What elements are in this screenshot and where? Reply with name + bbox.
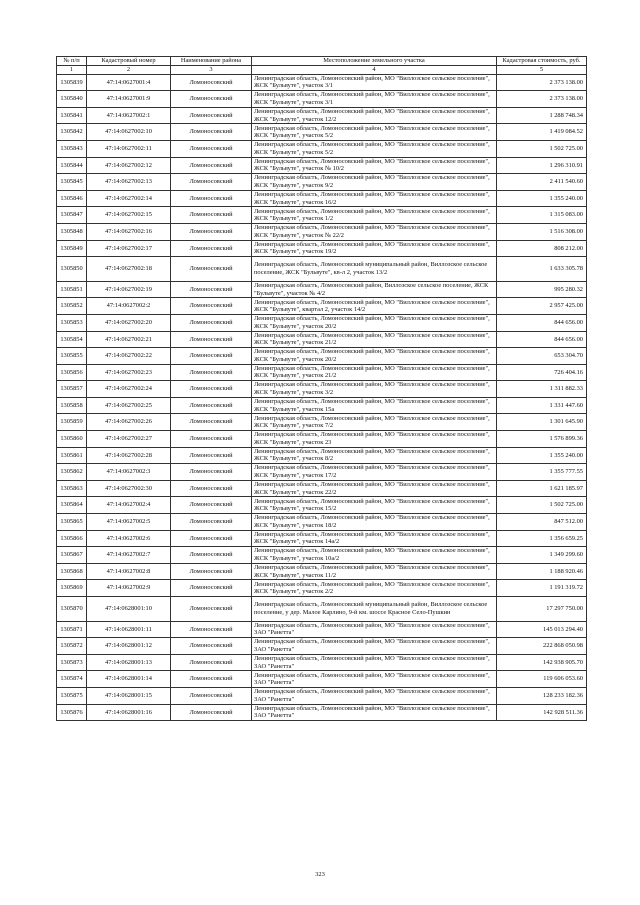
cell-cadastral-number: 47:14:0627002:24	[87, 381, 171, 398]
cell-number: 1305842	[57, 124, 87, 141]
cell-district: Ломоносовский	[171, 654, 252, 671]
cell-district: Ломоносовский	[171, 190, 252, 207]
header-cost: Кадастровая стоимость, руб.	[497, 57, 587, 66]
cell-location: Ленинградская область, Ломоносовский район, МО "Виллозское сельское поселение", ЖСК "Бульвуте", участок 3/1	[252, 74, 497, 91]
table-row	[57, 91, 587, 108]
cell-cadastral-number: 47:14:0628001:13	[87, 654, 171, 671]
cell-location: Ленинградская область, Ломоносовский район, МО "Виллозское сельское поселение", ЖСК "Бульвуте", участок 2/2	[252, 580, 497, 597]
cell-cost: 1 419 084.52	[497, 124, 587, 141]
cell-location: Ленинградская область, Ломоносовский муниципальный район, Виллозское сельское поселение, у дер. Малое Карлино, 9-й км. шоссе Красное Село-Пушкин	[252, 597, 497, 622]
cell-district: Ломоносовский	[171, 223, 252, 240]
cell-number: 1305863	[57, 480, 87, 497]
cadastral-table	[56, 56, 587, 721]
cell-district: Ломоносовский	[171, 91, 252, 108]
cell-cadastral-number: 47:14:0627002:7	[87, 547, 171, 564]
table-header-row	[57, 57, 587, 66]
cell-cadastral-number: 47:14:0627001:4	[87, 74, 171, 91]
cell-cadastral-number: 47:14:0628001:14	[87, 671, 171, 688]
cell-cadastral-number: 47:14:0627002:9	[87, 580, 171, 597]
table-row	[57, 364, 587, 381]
cell-cadastral-number: 47:14:0628001:11	[87, 621, 171, 638]
cell-cost: 653 304.70	[497, 348, 587, 365]
cell-cost: 1 621 185.97	[497, 480, 587, 497]
cell-location: Ленинградская область, Ломоносовский район, МО "Виллозское сельское поселение", ЖСК "Бульвуте", участок 12/2	[252, 107, 497, 124]
table-row	[57, 223, 587, 240]
table-row	[57, 140, 587, 157]
cell-location: Ленинградская область, Ломоносовский район, МО "Виллозское сельское поселение", ЗАО "Ранетта"	[252, 671, 497, 688]
cell-location: Ленинградская область, Ломоносовский район, МО "Виллозское сельское поселение", ЗАО "Ранетта"	[252, 704, 497, 721]
cell-cost: 1 188 920.46	[497, 563, 587, 580]
cell-district: Ломоносовский	[171, 140, 252, 157]
cell-location: Ленинградская область, Ломоносовский район, МО "Виллозское сельское поселение", ЖСК "Бульвуте", участок 21/2	[252, 364, 497, 381]
table-row	[57, 207, 587, 224]
table-row	[57, 687, 587, 704]
cell-location: Ленинградская область, Ломоносовский район, МО "Виллозское сельское поселение", ЖСК "Бульвуте", участок 10а/2	[252, 547, 497, 564]
cell-district: Ломоносовский	[171, 157, 252, 174]
cell-cadastral-number: 47:14:0627002:20	[87, 314, 171, 331]
cell-cadastral-number: 47:14:0627002:25	[87, 397, 171, 414]
cell-cost: 142 928 511.36	[497, 704, 587, 721]
cell-number: 1305865	[57, 514, 87, 531]
cell-location: Ленинградская область, Ломоносовский район, МО "Виллозское сельское поселение", ЖСК "Бульвуте", участок № 10/2	[252, 157, 497, 174]
cell-location: Ленинградская область, Ломоносовский муниципальный район, Виллозское сельское поселение, ЖСК "Бульвуте", кв-л 2, участок 13/2	[252, 257, 497, 282]
cell-cost: 119 606 053.60	[497, 671, 587, 688]
cell-number: 1305851	[57, 281, 87, 298]
cell-location: Ленинградская область, Ломоносовский район, МО "Виллозское сельское поселение", ЖСК "Бульвуте", участок 23	[252, 431, 497, 448]
cell-cadastral-number: 47:14:0627002:4	[87, 497, 171, 514]
cell-cost: 2 957 425.00	[497, 298, 587, 315]
cell-cadastral-number: 47:14:0627002:8	[87, 563, 171, 580]
cell-number: 1305844	[57, 157, 87, 174]
cell-district: Ломоносовский	[171, 480, 252, 497]
table-row	[57, 107, 587, 124]
cell-cost: 2 373 138.00	[497, 74, 587, 91]
cell-number: 1305870	[57, 597, 87, 622]
table-row	[57, 431, 587, 448]
cell-number: 1305857	[57, 381, 87, 398]
cell-cost: 1 296 310.91	[497, 157, 587, 174]
cell-number: 1305875	[57, 687, 87, 704]
table-row	[57, 671, 587, 688]
column-number-4: 4	[252, 66, 497, 75]
cell-district: Ломоносовский	[171, 687, 252, 704]
column-number-3: 3	[171, 66, 252, 75]
cell-number: 1305845	[57, 174, 87, 191]
cell-cost: 222 868 050.98	[497, 638, 587, 655]
table-row	[57, 314, 587, 331]
cell-district: Ломоносовский	[171, 514, 252, 531]
cell-number: 1305855	[57, 348, 87, 365]
cell-cadastral-number: 47:14:0627002:21	[87, 331, 171, 348]
cell-location: Ленинградская область, Ломоносовский район, МО "Виллозское сельское поселение", ЖСК "Бульвуте", участок 3/2	[252, 381, 497, 398]
table-row	[57, 638, 587, 655]
cell-cadastral-number: 47:14:0627002:23	[87, 364, 171, 381]
table-row	[57, 530, 587, 547]
cell-cadastral-number: 47:14:0628001:16	[87, 704, 171, 721]
cell-number: 1305862	[57, 464, 87, 481]
cell-location: Ленинградская область, Ломоносовский район, МО "Виллозское сельское поселение", ЖСК "Бульвуте", участок 8/2	[252, 447, 497, 464]
cell-district: Ломоносовский	[171, 257, 252, 282]
cell-location: Ленинградская область, Ломоносовский район, Виллозское сельское поселение, ЖСК "Бульвуте", участок № 4/2	[252, 281, 497, 298]
cell-location: Ленинградская область, Ломоносовский район, МО "Виллозское сельское поселение", ЖСК "Бульвуте", участок 14а/2	[252, 530, 497, 547]
header-district: Наименование района	[171, 57, 252, 66]
cell-cost: 1 502 725.00	[497, 140, 587, 157]
cell-cadastral-number: 47:14:0627002:6	[87, 530, 171, 547]
cell-location: Ленинградская область, Ломоносовский район, МО "Виллозское сельское поселение", ЖСК "Бульвуте", участок 21/2	[252, 331, 497, 348]
header-location: Местоположение земельного участка	[252, 57, 497, 66]
cell-cost: 128 233 182.36	[497, 687, 587, 704]
table-row	[57, 597, 587, 622]
cell-cost: 1 349 299.60	[497, 547, 587, 564]
cell-location: Ленинградская область, Ломоносовский район, МО "Виллозское сельское поселение", ЖСК "Бульвуте", участок 17/2	[252, 464, 497, 481]
cell-cadastral-number: 47:14:0627002:26	[87, 414, 171, 431]
cell-cost: 995 280.32	[497, 281, 587, 298]
cell-district: Ломоносовский	[171, 530, 252, 547]
cell-number: 1305871	[57, 621, 87, 638]
cell-district: Ломоносовский	[171, 580, 252, 597]
table-row	[57, 348, 587, 365]
cell-cadastral-number: 47:14:0627002:19	[87, 281, 171, 298]
cell-location: Ленинградская область, Ломоносовский район, МО "Виллозское сельское поселение", ЖСК "Бульвуте", участок 16/2	[252, 190, 497, 207]
cell-cost: 1 502 725.00	[497, 497, 587, 514]
page-number: 323	[315, 871, 325, 878]
column-number-2: 2	[87, 66, 171, 75]
cell-district: Ломоносовский	[171, 447, 252, 464]
table-row	[57, 298, 587, 315]
cell-number: 1305852	[57, 298, 87, 315]
cell-location: Ленинградская область, Ломоносовский район, МО "Виллозское сельское поселение", ЖСК "Бульвуте", участок № 22/2	[252, 223, 497, 240]
cell-cost: 1 576 899.36	[497, 431, 587, 448]
cell-cadastral-number: 47:14:0627002:16	[87, 223, 171, 240]
cell-cost: 1 301 645.90	[497, 414, 587, 431]
table-row	[57, 704, 587, 721]
cell-location: Ленинградская область, Ломоносовский район, МО "Виллозское сельское поселение", ЖСК "Бульвуте", участок 22/2	[252, 480, 497, 497]
cell-cost: 1 355 777.55	[497, 464, 587, 481]
cell-number: 1305847	[57, 207, 87, 224]
table-row	[57, 480, 587, 497]
header-number: № п/п	[57, 57, 87, 66]
cell-number: 1305841	[57, 107, 87, 124]
cell-location: Ленинградская область, Ломоносовский район, МО "Виллозское сельское поселение", ЖСК "Бульвуте", участок 18/2	[252, 514, 497, 531]
cell-cadastral-number: 47:14:0627002:3	[87, 464, 171, 481]
table-row	[57, 124, 587, 141]
cell-cost: 142 938 905.70	[497, 654, 587, 671]
cell-district: Ломоносовский	[171, 431, 252, 448]
cell-cadastral-number: 47:14:0628001:12	[87, 638, 171, 655]
cell-location: Ленинградская область, Ломоносовский район, МО "Виллозское сельское поселение", ЖСК "Бульвуте", участок 20/2	[252, 348, 497, 365]
cell-location: Ленинградская область, Ломоносовский район, МО "Виллозское сельское поселение", ЖСК "Бульвуте", участок 9/2	[252, 174, 497, 191]
cell-cadastral-number: 47:14:0628001:10	[87, 597, 171, 622]
cell-cost: 847 512.00	[497, 514, 587, 531]
table-row	[57, 464, 587, 481]
cell-district: Ломоносовский	[171, 563, 252, 580]
table-row	[57, 331, 587, 348]
cell-district: Ломоносовский	[171, 621, 252, 638]
cell-number: 1305856	[57, 364, 87, 381]
cell-district: Ломоносовский	[171, 364, 252, 381]
cell-cost: 1 331 447.60	[497, 397, 587, 414]
cell-district: Ломоносовский	[171, 638, 252, 655]
cell-district: Ломоносовский	[171, 74, 252, 91]
cell-district: Ломоносовский	[171, 497, 252, 514]
cell-location: Ленинградская область, Ломоносовский район, МО "Виллозское сельское поселение", ЖСК "Бульвуте", участок 19/2	[252, 240, 497, 257]
cell-district: Ломоносовский	[171, 314, 252, 331]
cell-location: Ленинградская область, Ломоносовский район, МО "Виллозское сельское поселение", ЖСК "Бульвуте", участок 7/2	[252, 414, 497, 431]
cell-district: Ломоносовский	[171, 298, 252, 315]
cell-number: 1305854	[57, 331, 87, 348]
cell-number: 1305873	[57, 654, 87, 671]
cell-district: Ломоносовский	[171, 597, 252, 622]
table-row	[57, 381, 587, 398]
cell-number: 1305846	[57, 190, 87, 207]
table-row	[57, 240, 587, 257]
cell-number: 1305866	[57, 530, 87, 547]
cell-number: 1305848	[57, 223, 87, 240]
column-number-5: 5	[497, 66, 587, 75]
cell-location: Ленинградская область, Ломоносовский район, МО "Виллозское сельское поселение", ЖСК "Бульвуте", участок 20/2	[252, 314, 497, 331]
cell-district: Ломоносовский	[171, 547, 252, 564]
cell-cadastral-number: 47:14:0627002:13	[87, 174, 171, 191]
cell-number: 1305876	[57, 704, 87, 721]
cell-cadastral-number: 47:14:0627002:5	[87, 514, 171, 531]
cell-cost: 1 516 308.00	[497, 223, 587, 240]
cell-number: 1305850	[57, 257, 87, 282]
cell-district: Ломоносовский	[171, 240, 252, 257]
cell-cadastral-number: 47:14:0627002:28	[87, 447, 171, 464]
cell-district: Ломоносовский	[171, 671, 252, 688]
cell-district: Ломоносовский	[171, 107, 252, 124]
table-row	[57, 563, 587, 580]
table-row	[57, 74, 587, 91]
cell-cost: 808 212.00	[497, 240, 587, 257]
table-body	[57, 74, 587, 721]
cell-location: Ленинградская область, Ломоносовский район, МО "Виллозское сельское поселение", ЖСК "Бульвуте", участок 5/2	[252, 140, 497, 157]
table-row	[57, 174, 587, 191]
header-cadastral-number: Кадастровый номер	[87, 57, 171, 66]
document-page	[56, 56, 586, 721]
table-row	[57, 190, 587, 207]
cell-cadastral-number: 47:14:0628001:15	[87, 687, 171, 704]
cell-location: Ленинградская область, Ломоносовский район, МО "Виллозское сельское поселение", ЖСК "Бульвуте", участок 5/2	[252, 124, 497, 141]
table-row	[57, 397, 587, 414]
cell-location: Ленинградская область, Ломоносовский район, МО "Виллозское сельское поселение", ЖСК "Бульвуте", участок 15а	[252, 397, 497, 414]
cell-cost: 1 311 882.33	[497, 381, 587, 398]
table-row	[57, 414, 587, 431]
cell-cost: 844 656.00	[497, 331, 587, 348]
cell-district: Ломоносовский	[171, 331, 252, 348]
cell-district: Ломоносовский	[171, 281, 252, 298]
cell-number: 1305869	[57, 580, 87, 597]
cell-cadastral-number: 47:14:0627002:10	[87, 124, 171, 141]
cell-location: Ленинградская область, Ломоносовский район, МО "Виллозское сельское поселение", ЗАО "Ранетта"	[252, 654, 497, 671]
cell-number: 1305839	[57, 74, 87, 91]
cell-location: Ленинградская область, Ломоносовский район, МО "Виллозское сельское поселение", ЖСК "Бульвуте", участок 1/2	[252, 207, 497, 224]
cell-cost: 145 013 294.40	[497, 621, 587, 638]
cell-number: 1305864	[57, 497, 87, 514]
cell-cost: 1 356 659.25	[497, 530, 587, 547]
cell-cadastral-number: 47:14:0627002:11	[87, 140, 171, 157]
cell-location: Ленинградская область, Ломоносовский район, МО "Виллозское сельское поселение", ЖСК "Бульвуте", участок 11/2	[252, 563, 497, 580]
cell-district: Ломоносовский	[171, 704, 252, 721]
cell-number: 1305858	[57, 397, 87, 414]
cell-cadastral-number: 47:14:0627002:15	[87, 207, 171, 224]
cell-location: Ленинградская область, Ломоносовский район, МО "Виллозское сельское поселение", ЖСК "Бульвуте", квартал 2, участок 14/2	[252, 298, 497, 315]
cell-cadastral-number: 47:14:0627002:12	[87, 157, 171, 174]
cell-district: Ломоносовский	[171, 174, 252, 191]
cell-cadastral-number: 47:14:0627002:1	[87, 107, 171, 124]
cell-cost: 1 355 240.00	[497, 190, 587, 207]
cell-number: 1305861	[57, 447, 87, 464]
cell-location: Ленинградская область, Ломоносовский район, МО "Виллозское сельское поселение", ЖСК "Бульвуте", участок 3/1	[252, 91, 497, 108]
cell-cadastral-number: 47:14:0627002:2	[87, 298, 171, 315]
cell-district: Ломоносовский	[171, 464, 252, 481]
cell-number: 1305859	[57, 414, 87, 431]
cell-cadastral-number: 47:14:0627002:14	[87, 190, 171, 207]
cell-number: 1305867	[57, 547, 87, 564]
cell-number: 1305853	[57, 314, 87, 331]
table-row	[57, 580, 587, 597]
table-row	[57, 447, 587, 464]
cell-district: Ломоносовский	[171, 381, 252, 398]
column-number-1: 1	[57, 66, 87, 75]
cell-cost: 726 404.16	[497, 364, 587, 381]
cell-cost: 1 315 083.00	[497, 207, 587, 224]
table-row	[57, 654, 587, 671]
cell-cadastral-number: 47:14:0627001:9	[87, 91, 171, 108]
cell-location: Ленинградская область, Ломоносовский район, МО "Виллозское сельское поселение", ЗАО "Ранетта"	[252, 621, 497, 638]
table-row	[57, 257, 587, 282]
cell-district: Ломоносовский	[171, 124, 252, 141]
table-row	[57, 281, 587, 298]
cell-number: 1305840	[57, 91, 87, 108]
cell-cadastral-number: 47:14:0627002:17	[87, 240, 171, 257]
cell-location: Ленинградская область, Ломоносовский район, МО "Виллозское сельское поселение", ЗАО "Ранетта"	[252, 687, 497, 704]
cell-cost: 844 656.00	[497, 314, 587, 331]
table-row	[57, 497, 587, 514]
cell-district: Ломоносовский	[171, 207, 252, 224]
cell-number: 1305872	[57, 638, 87, 655]
cell-cost: 1 288 748.34	[497, 107, 587, 124]
cell-district: Ломоносовский	[171, 397, 252, 414]
table-row	[57, 514, 587, 531]
table-column-numbers-row	[57, 66, 587, 75]
cell-cadastral-number: 47:14:0627002:18	[87, 257, 171, 282]
cell-number: 1305843	[57, 140, 87, 157]
cell-cost: 2 373 138.00	[497, 91, 587, 108]
cell-cadastral-number: 47:14:0627002:22	[87, 348, 171, 365]
cell-number: 1305860	[57, 431, 87, 448]
cell-cadastral-number: 47:14:0627002:30	[87, 480, 171, 497]
cell-cost: 2 411 540.60	[497, 174, 587, 191]
cell-cost: 1 191 319.72	[497, 580, 587, 597]
cell-number: 1305874	[57, 671, 87, 688]
cell-location: Ленинградская область, Ломоносовский район, МО "Виллозское сельское поселение", ЖСК "Бульвуте", участок 15/2	[252, 497, 497, 514]
table-row	[57, 157, 587, 174]
table-row	[57, 621, 587, 638]
cell-number: 1305868	[57, 563, 87, 580]
cell-cadastral-number: 47:14:0627002:27	[87, 431, 171, 448]
cell-cost: 1 633 305.78	[497, 257, 587, 282]
table-row	[57, 547, 587, 564]
cell-cost: 17 297 750.00	[497, 597, 587, 622]
cell-number: 1305849	[57, 240, 87, 257]
cell-district: Ломоносовский	[171, 414, 252, 431]
cell-location: Ленинградская область, Ломоносовский район, МО "Виллозское сельское поселение", ЗАО "Ранетта"	[252, 638, 497, 655]
cell-cost: 1 355 240.00	[497, 447, 587, 464]
cell-district: Ломоносовский	[171, 348, 252, 365]
